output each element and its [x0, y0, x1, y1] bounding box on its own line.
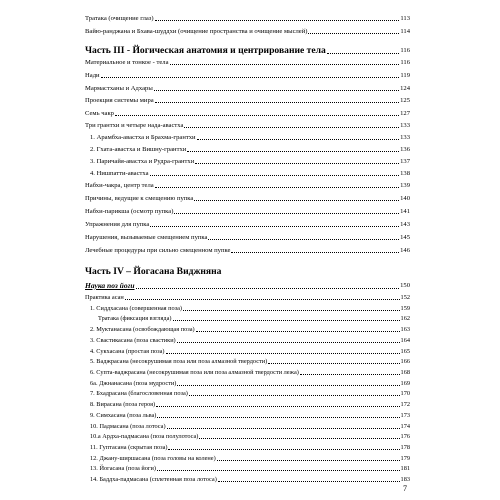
toc-entry: 1. Сиддхасана (совершенная поза) 159	[90, 304, 410, 312]
toc-entry: 5. Ваджрасана (несокрушимая поза или поза алмазной твердости) 166	[90, 358, 410, 366]
toc-entry: 14. Баддха-падмасана (сплетенная поза лотоса) 183	[90, 476, 410, 483]
toc-entry: 6. Супта-ваджрасана (несокрушимая поза или поза алмазной твердости лежа) 168	[90, 368, 410, 376]
toc-entry: Семь чакр 127	[85, 110, 410, 117]
part4-heading: Часть IV – Йогасана Виджняна	[85, 266, 222, 277]
toc-entry: Нарушения, вызываемые смещением пупка 145	[85, 234, 410, 241]
toc-entry: 7. Бхадрасана (благословенная поза) 170	[90, 390, 410, 398]
toc-entry: Материальное и тонкое - тела 116	[85, 59, 410, 66]
toc-entry: 9. Симхасана (поза льва) 173	[90, 411, 410, 419]
toc-entry: 6а. Джнанасана (поза мудрости) 169	[90, 379, 410, 387]
toc-entry: 10.а Ардха-падмасана (поза полулотоса) 176	[90, 433, 410, 441]
toc-entry: Тратака (фиксация взгляда) 162	[98, 315, 410, 323]
toc-entry: 2. Муктанасана (освобождающая поза) 163	[90, 326, 410, 334]
toc-entry: Проекция системы мира 125	[85, 97, 410, 104]
toc-entry: Вайю-ранджана и Бхава-шуддхи (очищение пространства и очищение мыслей) 114	[85, 28, 410, 35]
toc-entry: Лечебные процедуры при сильно смещенном пупке 146	[85, 247, 410, 254]
toc-entry: 10. Падмасана (поза лотоса) 174	[90, 422, 410, 430]
toc-entry: 1. Арамбха-авастха и Брахма-грантхи 133	[90, 134, 410, 141]
part4-subtitle: Наука поз йоги 150	[85, 281, 410, 290]
toc-entry: 3. Свастикасана (поза свастики) 164	[90, 336, 410, 344]
toc-entry: Нади 119	[85, 72, 410, 79]
toc-entry: Упражнения для пупка 143	[85, 221, 410, 228]
toc-entry: 2. Гхата-авастха и Вишну-грантхи 136	[90, 146, 410, 153]
toc-entry: 3. Паричайя-авастха и Рудра-грантхи 137	[90, 158, 410, 165]
toc-entry: Мармастханы и Адхары 124	[85, 85, 410, 92]
toc-entry: Три грантхи и четыре нада-авастха 133	[85, 122, 410, 129]
toc-entry: Практика асан 152	[85, 294, 410, 301]
toc-entry: Тратака (очищение глаз) 113	[85, 15, 410, 22]
toc-entry: 12. Джану-ширшасана (поза головы на колене) 179	[90, 454, 410, 462]
part3-heading: Часть III - Йогическая анатомия и центрирование тела 116	[85, 45, 410, 56]
page-number: 7	[403, 484, 407, 493]
toc-entry: Причины, ведущие к смещению пупка 140	[85, 195, 410, 202]
toc-entry: Набхи-чакра, центр тела 139	[85, 182, 410, 189]
toc-entry: 11. Гуптасана (скрытая поза) 178	[90, 443, 410, 451]
toc-entry: 13. Йогасана (поза йоги) 181	[90, 465, 410, 473]
toc-entry: 8. Вирасана (поза героя) 172	[90, 401, 410, 409]
toc-entry: 4. Сукхасана (простая поза) 165	[90, 347, 410, 355]
toc-entry: 4. Нишпатти-авастха 138	[90, 170, 410, 177]
toc-entry: Набхи-парикша (осмотр пупка) 141	[85, 208, 410, 215]
